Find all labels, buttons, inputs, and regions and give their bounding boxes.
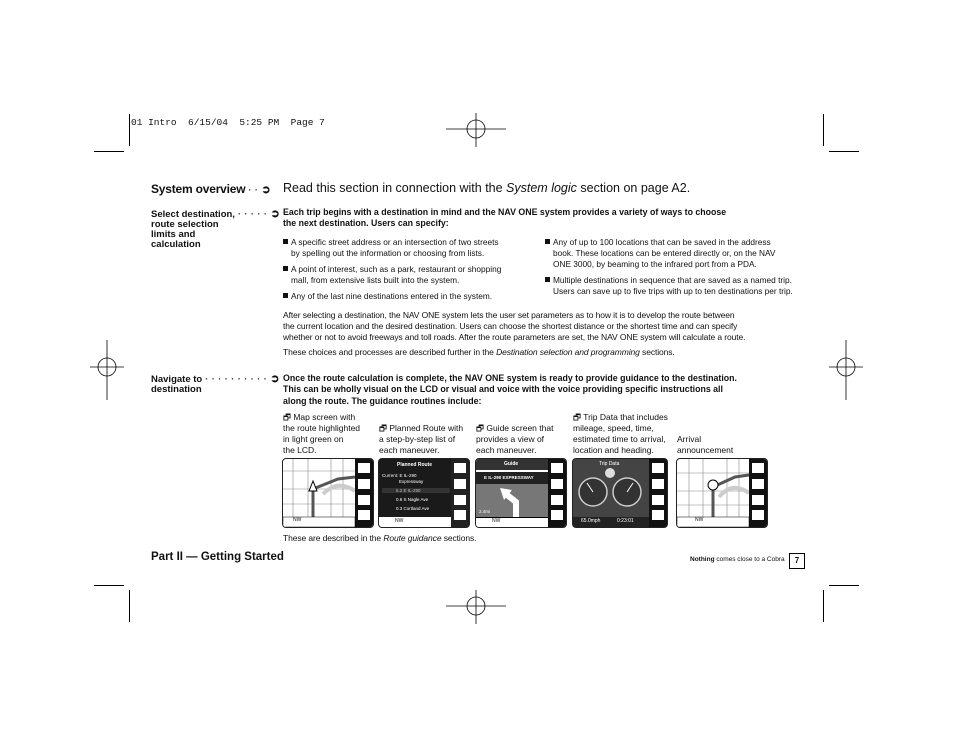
page-number: 7 (789, 553, 805, 569)
bullets-right (545, 237, 815, 297)
crop-mark (94, 585, 124, 586)
document-icon: 🗗 (476, 423, 487, 433)
section1-paragraph: After selecting a destination, the NAV ONE system lets the user set parameters as to how it is to develop the route between the current location and the desired destination. Users can choose the shortest distance or the shortest time and can specify whether or not to avoid freeways and toll roads. After the route parameters are set, the NAV ONE system will calculate a route. These choices and processes are described further in the Destination selection and programming sections. (283, 310, 746, 357)
document-icon: 🗗 (573, 412, 584, 422)
choices-sentence: These choices and processes are described further in the Destination selection and programming sections. (283, 347, 675, 357)
caption-guide: 🗗 Guide screen that provides a view of each maneuver. (476, 423, 554, 455)
lead-sentence: Read this section in connection with the System logic section on page A2. (283, 181, 691, 195)
registration-mark-top (446, 113, 506, 147)
heading-text: System overview (151, 182, 246, 196)
caption-planned: 🗗 Planned Route with a step-by-step list of each maneuver. (379, 423, 464, 455)
crop-mark (823, 590, 824, 622)
gauge-icons (573, 467, 649, 517)
described-sentence: These are described in the Route guidance sections. (283, 533, 477, 543)
section-heading (151, 182, 270, 196)
crop-mark (94, 151, 124, 152)
registration-mark-bottom (446, 590, 506, 624)
document-icon: 🗗 (283, 412, 294, 422)
screen-planned-route: Planned Route Current: E IL-290 Expressway 5.2 E IL-290 0.6 S Nagle Ave 0.3 Cortland Ave NW (378, 458, 470, 528)
map-graphic (677, 459, 767, 527)
crop-mark (129, 114, 130, 146)
screen-map (282, 458, 374, 528)
caption-trip: 🗗 Trip Data that includes mileage, speed, time, estimated time to arrival, location and heading. (573, 412, 668, 455)
document-icon: 🗗 (379, 423, 390, 433)
section2-intro: Once the route calculation is complete, the NAV ONE system is ready to provide guidance to the destination. This can be wholly visual on the LCD or visual and voice with the voice providing specific instructions all along the route. The guidance routines include: (283, 373, 737, 406)
bullet-item: A specific street address or an intersection of two streets by spelling out the information or choosing from lists. (283, 237, 533, 259)
side-label-navigate: Navigate to · · · · · · · · · · ➲ destination (151, 373, 280, 395)
route-step: 0.6 S Nagle Ave (396, 497, 429, 502)
crop-mark (829, 585, 859, 586)
crop-mark (829, 151, 859, 152)
section1-intro: Each trip begins with a destination in mind and the NAV ONE system provides a variety of ways to choose the next destination. Users can specify: (283, 207, 727, 229)
bullet-item: Multiple destinations in sequence that are saved as a named trip. Users can save up to five trips with up to ten destinations per trip. (545, 275, 815, 297)
part-title: Part II — Getting Started (151, 551, 284, 563)
screen-trip-data: Trip Data 65.0mph 0:23:01 (572, 458, 668, 528)
crop-mark (823, 114, 824, 146)
status-heading: NW (293, 517, 302, 523)
arrow-icon: ➲ (270, 208, 280, 220)
screen-guide: Guide E IL-290 EXPRESSWAY 2.4mi NW (475, 458, 567, 528)
bullet-item: Any of the last nine destinations entered in the system. (283, 291, 533, 302)
registration-mark-left (90, 340, 124, 400)
screen-arrival: NW (676, 458, 768, 528)
caption-map: 🗗 Map screen with the route highlighted in light green on the LCD. (283, 412, 361, 455)
caption-arrival: Arrival announcement (677, 434, 734, 455)
registration-mark-right (829, 340, 863, 400)
tagline: Nothing comes close to a Cobra (690, 556, 785, 563)
leader-dots: · · · · · · · · · · (202, 374, 271, 384)
bullets-left (283, 237, 533, 302)
bullet-item: A point of interest, such as a park, restaurant or shopping mall, from extensive lists built into the system. (283, 264, 533, 286)
leader-dots: · · · · · (234, 209, 271, 219)
print-slug: 01 Intro 6/15/04 5:25 PM Page 7 (131, 117, 325, 128)
arrow-icon: ➲ (270, 373, 280, 385)
route-step: 5.2 E IL-290 (382, 488, 450, 493)
route-step: 0.3 Cortland Ave (396, 506, 430, 511)
crop-mark (129, 590, 130, 622)
side-label-select-destination: Select destination, · · · · · ➲ route selection limits and calculation (151, 208, 280, 250)
bullet-item: Any of up to 100 locations that can be saved in the address book. These locations can be entered directly or, on the NAV ONE 3000, by beaming to the infrared port from a PDA. (545, 237, 815, 270)
arrow-icon: ➲ (261, 184, 271, 196)
leader-dots: · · (245, 185, 262, 195)
